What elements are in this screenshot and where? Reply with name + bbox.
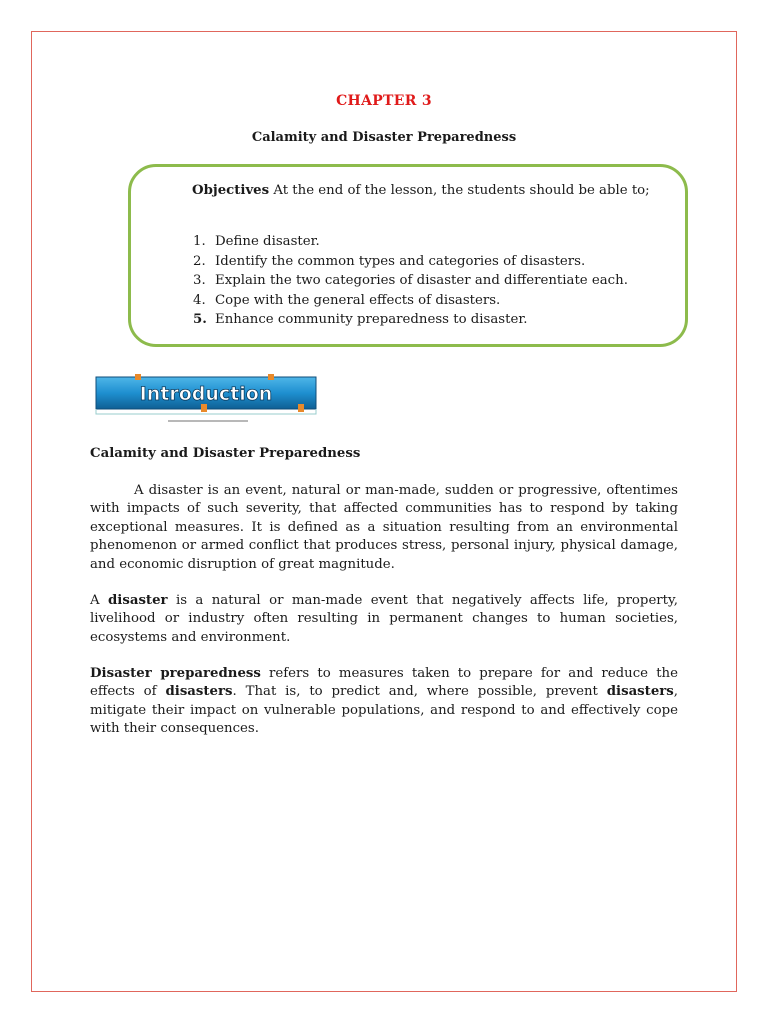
paragraph-text: , mitigate their impact on vulnerable populations, and respond to and effectively cope with their consequences. — [90, 684, 678, 737]
paragraph-preparedness — [90, 665, 678, 739]
objectives-intro-text: At the end of the lesson, the students should be able to; — [273, 183, 650, 198]
list-item-number: 5. — [193, 312, 207, 328]
introduction-banner — [93, 374, 319, 426]
list-item-number: 2. — [193, 253, 206, 269]
paragraph-definition: A disaster is an event, natural or man-made, sudden or progressive, oftentimes with impacts of such severity, that affected communities has to respond by taking exceptional measures. It is defined as a situation resulting from an environmental phenomenon or armed conflict that produces stress, personal injury, physical damage, and economic disruption of great magnitude. — [90, 483, 678, 572]
objectives-heading: Objectives — [192, 183, 270, 198]
list-item — [193, 232, 673, 252]
list-item-number: 3. — [193, 273, 206, 289]
list-item-text: Explain the two categories of disaster and differentiate each. — [215, 273, 628, 289]
banner-text: Introduction — [139, 383, 273, 405]
list-item — [193, 310, 673, 330]
list-item-number: 4. — [193, 292, 206, 308]
chapter-label: CHAPTER 3 — [336, 93, 432, 109]
objectives-intro — [148, 181, 668, 201]
paragraph-text: refers to measures taken to prepare for and reduce the effects of — [90, 666, 678, 700]
list-item-text: Cope with the general effects of disasters. — [215, 292, 501, 308]
bold-term: disasters — [165, 684, 233, 700]
list-item-text: Define disaster. — [215, 234, 320, 249]
section-heading: Calamity and Disaster Preparedness — [90, 446, 361, 461]
list-item-text: Enhance community preparedness to disaster. — [215, 312, 528, 328]
paragraph-text: A — [90, 593, 108, 608]
list-item — [193, 291, 673, 311]
list-item-number: 1. — [193, 234, 206, 249]
list-item — [193, 271, 673, 291]
paragraph-disaster — [90, 592, 678, 647]
bold-term: Disaster preparedness — [90, 666, 261, 681]
list-item-text: Identify the common types and categories of disasters. — [215, 253, 586, 269]
bold-term: disasters — [606, 684, 674, 700]
list-item — [193, 252, 673, 272]
paragraph-text: . That is, to predict and, where possible, prevent — [232, 684, 607, 700]
paragraph-text: is a natural or man-made event that negatively affects life, property, livelihood or industry often resulting in permanent changes to human societies, ecosystems and environment. — [90, 593, 678, 645]
bold-term: disaster — [108, 593, 168, 608]
objectives-list — [193, 232, 673, 330]
chapter-title: Calamity and Disaster Preparedness — [251, 130, 517, 145]
